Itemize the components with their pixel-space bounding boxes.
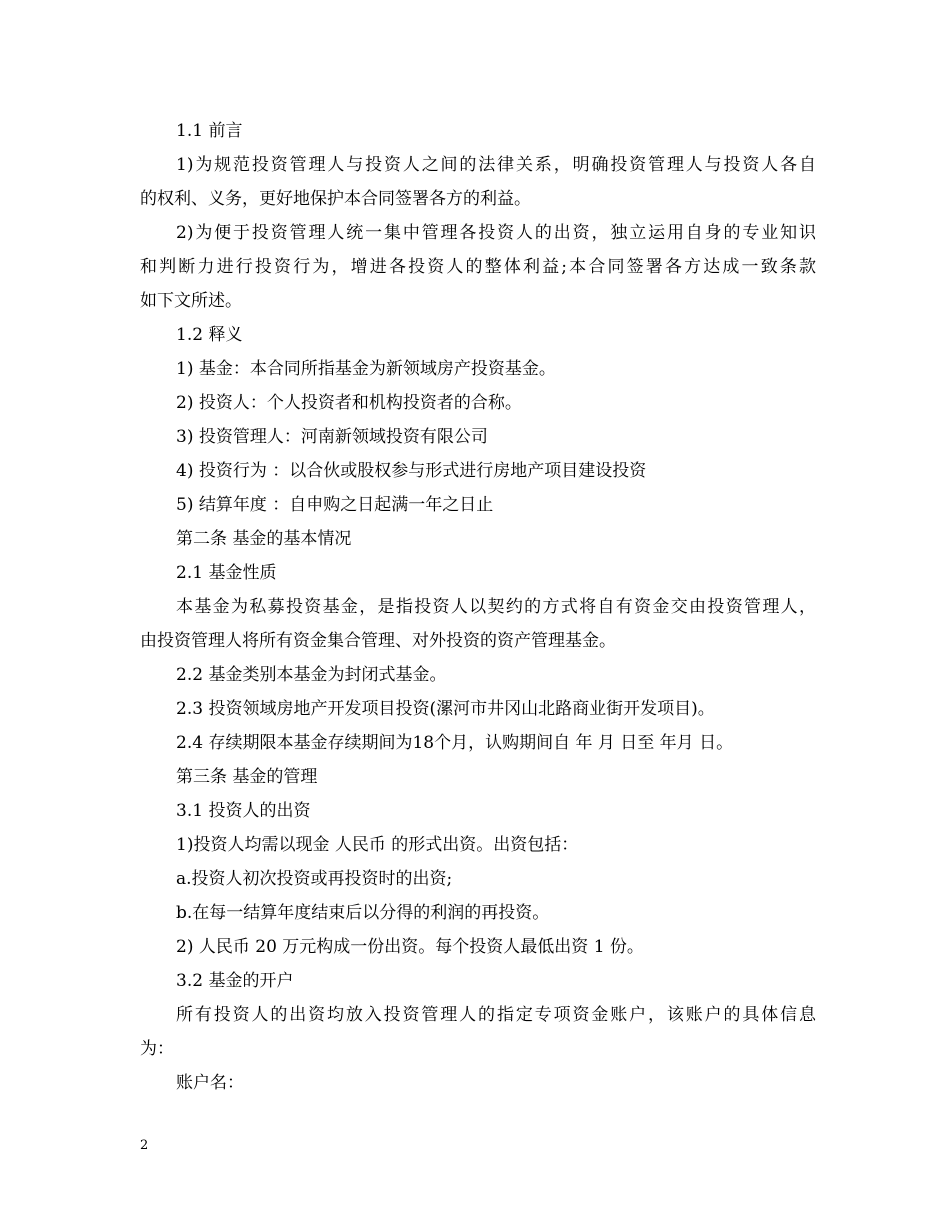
text-line: a.投资人初次投资或再投资时的出资; [176,869,453,889]
text-line: 2.3 投资领域房地产开发项目投资(漯河市井冈山北路商业街开发项目)。 [176,699,715,719]
text-line: 2.1 基金性质 [176,563,277,583]
text-line: 第三条 基金的管理 [176,767,318,787]
text-line: 3) 投资管理人：河南新领域投资有限公司 [176,427,488,447]
page-number: 2 [140,1138,149,1153]
text-line: 1)投资人均需以现金 人民币 的形式出资。出资包括： [176,835,579,855]
text-line: 1) 基金：本合同所指基金为新领域房产投资基金。 [176,359,556,379]
text-line: 2.2 基金类别本基金为封闭式基金。 [176,665,447,685]
text-line: 1.2 释义 [176,325,243,345]
text-line: 账户名： [176,1073,244,1093]
text-line: 3.1 投资人的出资 [176,801,311,821]
text-line: 第二条 基金的基本情况 [176,529,352,549]
text-line: 本基金为私募投资基金，是指投资人以契约的方式将自有资金交由投资管理人， [176,597,816,617]
document-body [140,114,816,1100]
text-line: 5) 结算年度 ：自申购之日起满一年之日止 [176,495,494,515]
text-line: b.在每一结算年度结束后以分得的利润的再投资。 [176,903,550,923]
text-line: 1.1 前言 [176,121,243,141]
text-line: 所有投资人的出资均放入投资管理人的指定专项资金账户，该账户的具体信息 [176,1005,816,1025]
text-line: 2) 人民币 20 万元构成一份出资。每个投资人最低出资 1 份。 [176,937,644,957]
text-line: 为： [140,1039,174,1059]
text-line: 如下文所述。 [140,291,242,311]
text-line: 2)为便于投资管理人统一集中管理各投资人的出资，独立运用自身的专业知识 [176,223,816,243]
text-line: 2.4 存续期限本基金存续期间为18个月，认购期间自 年 月 日至 年月 日。 [176,733,734,753]
text-line: 1)为规范投资管理人与投资人之间的法律关系，明确投资管理人与投资人各自 [176,155,816,175]
text-line: 3.2 基金的开户 [176,971,294,991]
text-line: 的权利、义务，更好地保护本合同签署各方的利益。 [140,189,531,209]
text-line: 和判断力进行投资行为，增进各投资人的整体利益;本合同签署各方达成一致条款 [140,257,816,277]
text-line: 2) 投资人：个人投资者和机构投资者的合称。 [176,393,522,413]
text-line: 4) 投资行为 ：以合伙或股权参与形式进行房地产项目建设投资 [176,461,647,481]
text-line: 由投资管理人将所有资金集合管理、对外投资的资产管理基金。 [140,631,616,651]
